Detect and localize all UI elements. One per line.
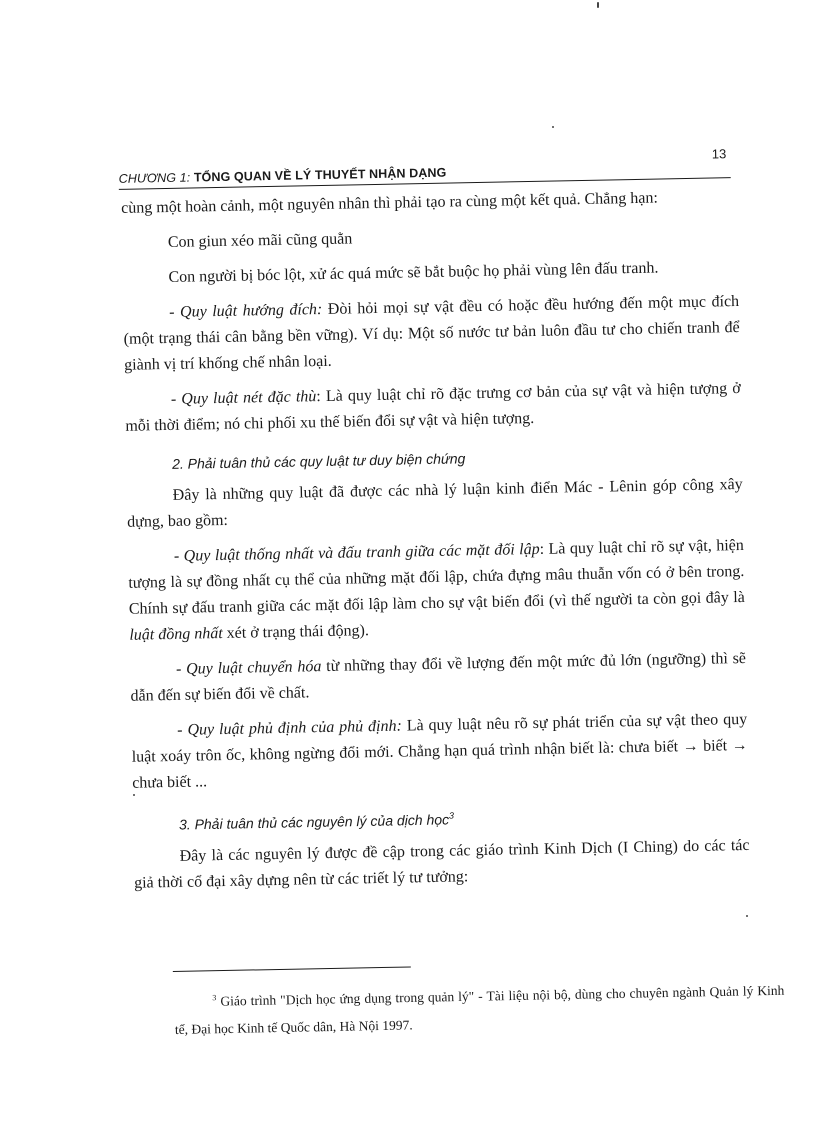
section-heading	[172, 440, 742, 477]
footnote-text: Giáo trình "Dịch học ứng dụng trong quản lý" - Tài liệu nội bộ, dùng cho chuyên ngành Quản lý Kinh tế, Đại học Kinh tế Quốc dân, Hà Nội 1997.	[174, 982, 785, 1037]
example-line: Con giun xéo mãi cũng quằn	[167, 230, 353, 251]
paragraph: Đây là những quy luật đã được các nhà lý luận kinh điển Mác - Lênin góp công xây dựng, bao gồm:	[127, 475, 743, 531]
section-heading-text: 2. Phải tuân thủ các quy luật tư duy biện chứng	[171, 450, 466, 472]
chapter-label: CHƯƠNG 1:	[118, 170, 191, 186]
law-term-inline: luật đồng nhất	[129, 624, 223, 644]
law-paragraph	[123, 289, 740, 379]
law-paragraph	[128, 533, 746, 649]
scan-speck	[597, 2, 599, 8]
law-term: - Quy luật thống nhất và đấu tranh giữa các mặt đối lập	[173, 540, 540, 565]
scan-speck	[133, 794, 135, 796]
running-header	[118, 146, 731, 190]
law-text: từ những thay đổi về lượng đến một mức đủ lớn (ngưỡng) thì sẽ dẫn đến sự biến đổi về chất.	[130, 649, 747, 705]
footnote-reference: 3	[448, 810, 455, 821]
law-text: : Là quy luật chỉ rõ đặc trưng cơ bản của sự vật và hiện tượng ở mỗi thời điểm; nó chi phối xu thế biến đổi sự vật và hiện tượng.	[125, 380, 741, 435]
law-term: - Quy luật phủ định của phủ định:	[177, 717, 403, 739]
law-paragraph	[125, 376, 742, 440]
law-paragraph	[130, 646, 747, 710]
law-text: Là quy luật nêu rõ sự phát triển của sự vật theo quy luật xoáy trôn ốc, không ngừng đổi mới. Chẳng hạn quá trình nhận biết là: chưa biết → biết → chưa biết ...	[131, 710, 748, 792]
law-term: - Quy luật hướng đích:	[169, 301, 323, 321]
scan-speck	[552, 126, 554, 128]
section-heading-text: 3. Phải tuân thủ các nguyên lý của dịch học	[178, 811, 450, 833]
law-text: : Là quy luật chỉ rõ sự vật, hiện tượng là sự đồng nhất cụ thể của những mặt đối lập, chứa đựng mâu thuẫn vốn có ở bên trong. Chính sự đấu tranh giữa các mặt đối lập làm cho sự vật biến đổi (vì thế người ta còn gọi đây là	[128, 536, 745, 618]
scan-speck	[746, 915, 748, 917]
law-term: - Quy luật chuyển hóa	[175, 658, 322, 678]
law-term: - Quy luật nét đặc thù	[170, 388, 317, 408]
footnote	[174, 973, 785, 1042]
law-paragraph	[131, 707, 748, 797]
footnote-separator	[173, 966, 411, 972]
example-line: Con người bị bóc lột, xử ác quá mức sẽ bắt buộc họ phải vùng lên đấu tranh.	[168, 259, 659, 286]
chapter-name: TỔNG QUAN VỀ LÝ THUYẾT NHẬN DẠNG	[193, 165, 447, 185]
footnote-marker-number: 3	[212, 993, 217, 1003]
section-heading	[179, 797, 749, 838]
page-number: 13	[711, 146, 727, 162]
paragraph: Đây là các nguyên lý được đề cập trong các giáo trình Kinh Dịch (I Ching) do các tác giả thời cổ đại xây dựng nên từ các triết lý tư tưởng:	[133, 836, 750, 892]
law-text: xét ở trạng thái động).	[222, 622, 370, 642]
paragraph-continuation: cùng một hoàn cảnh, một nguyên nhân thì phải tạo ra cùng một kết quả. Chẳng hạn:	[121, 189, 659, 217]
body-text	[121, 184, 750, 896]
footnote-marker	[174, 984, 221, 1015]
law-text: Đòi hỏi mọi sự vật đều có hoặc đều hướng đến một mục đích (một trạng thái cân bằng bền vững). Ví dụ: Một số nước tư bản luôn đầu tư cho chiến tranh để giành vị trí khống chế nhân loại.	[123, 293, 740, 374]
